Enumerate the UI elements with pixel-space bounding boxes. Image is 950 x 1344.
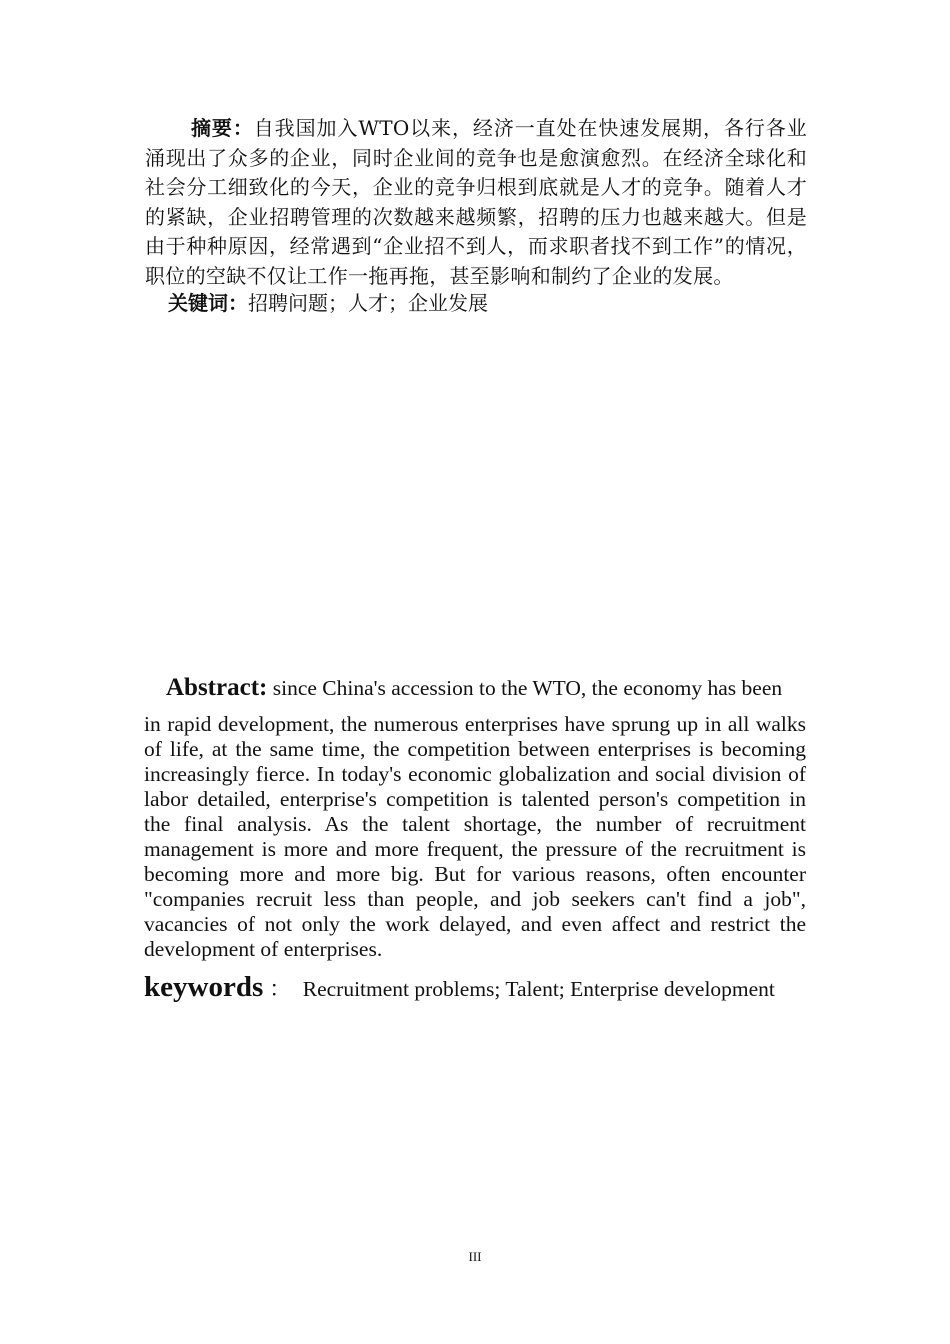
english-abstract-label: Abstract: [166,674,268,701]
chinese-abstract [145,114,807,291]
english-abstract-first-text: since China's accession to the WTO, the economy has been [272,676,783,700]
english-keywords-separator: ： [269,977,291,1001]
english-keywords-text: Recruitment problems; Talent; Enterprise development [302,977,775,1001]
english-abstract-text: in rapid development, the numerous enterprises have sprung up in all walks of life, at the same time, the competition between enterprises is becoming increasingly fierce. In today's economic globalization and social division of labor detailed, enterprise's competition is talented person's competition in the final analysis. As the talent shortage, the number of recruitment management is more and more frequent, the pressure of the recruitment is becoming more and more big. But for various reasons, often encounter "companies recruit less than people, and job seekers can't find a job", vacancies of not only the work delayed, and even affect and restrict the development of enterprises. [144,712,806,961]
chinese-keywords [168,289,488,318]
chinese-keywords-text: 招聘问题；人才；企业发展 [248,291,488,315]
english-keywords [144,969,775,1007]
english-abstract-first-line [166,673,808,703]
chinese-abstract-label: 摘要： [191,116,254,140]
english-keywords-label: keywords [144,971,264,1003]
chinese-abstract-text: 自我国加入WTO以来，经济一直处在快速发展期，各行各业涌现出了众多的企业，同时企业间的竞争也是愈演愈烈。在经济全球化和社会分工细致化的今天，企业的竞争归根到底就是人才的竞争。随着人才的紧缺，企业招聘管理的次数越来越频繁，招聘的压力也越来越大。但是由于种种原因，经常遇到“企业招不到人，而求职者找不到工作”的情况，职位的空缺不仅让工作一拖再拖，甚至影响和制约了企业的发展。 [145,116,807,288]
page-number: III [468,1249,482,1264]
chinese-keywords-label: 关键词： [168,291,248,315]
